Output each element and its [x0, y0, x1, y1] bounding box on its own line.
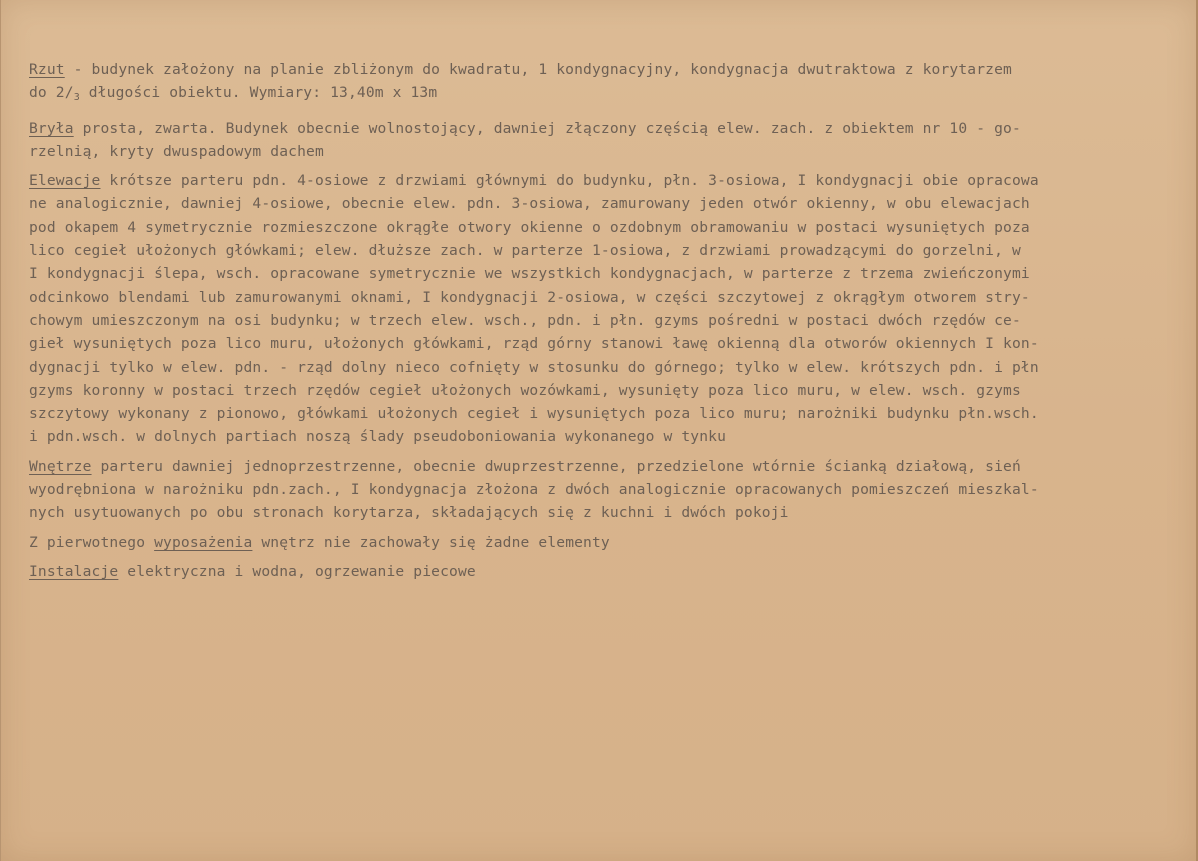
text-span: parteru dawniej jednoprzestrzenne, obecnie dwuprzestrzenne, przedzielone wtórnie ścianką działową, sień: [91, 457, 1021, 475]
text-span: długości obiektu. Wymiary: 13,40m x 13m: [79, 84, 438, 102]
text-line: [29, 140, 1198, 163]
text-line: I kondygnacji ślepa, wsch. opracowane symetrycznie we wszystkich kondygnacjach, w parterze z trzema zwieńczonymi: [29, 265, 1030, 283]
text-line: [29, 117, 1198, 140]
text-line: [29, 455, 1198, 478]
text-span: rzelnią, kryty dwuspadowym dachem: [29, 142, 324, 160]
heading-instalacje: Instalacje: [29, 562, 119, 580]
text-line: ne analogicznie, dawniej 4-osiowe, obecnie elew. pdn. 3-osiowa, zamurowany jeden otwór okienny, w obu elewacjach: [29, 195, 1030, 213]
text-line: [29, 81, 1198, 104]
text-span: elektryczna i wodna, ogrzewanie piecowe: [118, 562, 476, 580]
heading-wyposazenie: wyposażenia: [154, 533, 253, 551]
heading-wnetrze: Wnętrze: [29, 457, 92, 475]
text-line: [29, 560, 1198, 583]
text-line: [29, 531, 1198, 554]
text-line: i pdn.wsch. w dolnych partiach noszą ślady pseudoboniowania wykonanego w tynku: [29, 428, 727, 446]
text-line: gzyms koronny w postaci trzech rzędów cegieł ułożonych wozówkami, wysunięty poza lico muru, w elew. wsch. gzyms: [29, 381, 1021, 399]
text-line: odcinkowo blendami lub zamurowanymi oknami, I kondygnacji 2-osiowa, w części szczytowej z okrągłym otworem stry-: [29, 288, 1030, 306]
heading-bryla: Bryła: [29, 119, 74, 137]
text-span: prosta, zwarta. Budynek obecnie wolnostojący, dawniej złączony częścią elew. zach. z obiektem nr 10 - go-: [73, 119, 1021, 137]
text-line: gieł wysuniętych poza lico muru, ułożonych główkami, rząd górny stanowi ławę okienną dla otworów okiennych I kon-: [29, 335, 1039, 353]
text-line: pod okapem 4 symetrycznie rozmieszczone okrągłe otwory okienne o ozdobnym obramowaniu w postaci wysuniętych poza: [29, 218, 1030, 236]
text-line: [29, 169, 1198, 192]
text-span: Z pierwotnego: [29, 533, 155, 551]
text-line: szczytowy wykonany z pionowo, główkami ułożonych cegieł i wysuniętych poza lico muru; narożniki budynku płn.wsch.: [29, 405, 1039, 423]
heading-rzut: Rzut: [29, 61, 65, 78]
text-span: krótsze parteru pdn. 4-osiowe z drzwiami głównymi do budynku, płn. 3-osiowa, I kondygnacji obie opracowa: [100, 172, 1039, 190]
text-span: - budynek założony na planie zbliżonym do kwadratu, 1 kondygnacyjny, kondygnacja dwutraktowa z korytarzem: [64, 61, 1012, 78]
text-line: [29, 58, 1198, 81]
paragraph-gap: [29, 105, 1198, 117]
text-line: nych usytuowanych po obu stronach korytarza, składających się z kuchni i dwóch pokoji: [29, 504, 789, 522]
subscript: 3: [73, 92, 80, 104]
text-line: wyodrębniona w narożniku pdn.zach., I kondygnacja złożona z dwóch analogicznie opracowanych pomieszczeń mieszkal-: [29, 481, 1039, 499]
typed-text: [29, 58, 1198, 583]
text-line: chowym umieszczonym na osi budynku; w trzech elew. wsch., pdn. i płn. gzyms pośredni w postaci dwóch rzędów ce-: [29, 311, 1021, 329]
text-line: dygnacji tylko w elew. pdn. - rząd dolny nieco cofnięty w stosunku do górnego; tylko w elew. krótszych pdn. i płn: [29, 358, 1039, 376]
heading-elewacje: Elewacje: [29, 172, 101, 190]
text-span: do 2/: [29, 84, 74, 102]
text-span: wnętrz nie zachowały się żadne elementy: [252, 533, 610, 551]
text-line: lico cegieł ułożonych główkami; elew. dłuższe zach. w parterze 1-osiowa, z drzwiami prowadzącymi do gorzelni, w: [29, 242, 1021, 260]
